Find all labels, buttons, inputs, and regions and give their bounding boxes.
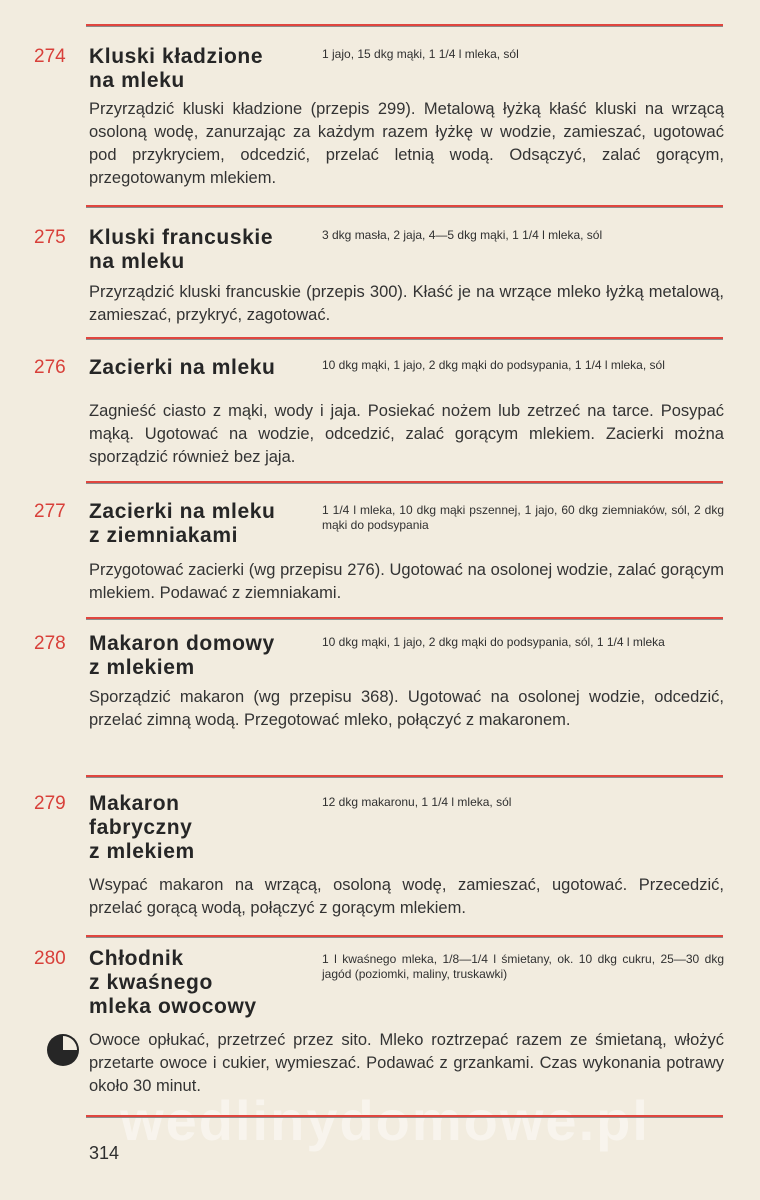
divider-rule [86, 337, 723, 339]
divider-rule [86, 24, 723, 26]
recipe-number: 277 [34, 501, 66, 522]
recipe-title [89, 632, 314, 680]
recipe-title [89, 226, 314, 274]
recipe-ingredients: 10 dkg mąki, 1 jajo, 2 dkg mąki do podsypania, sól, 1 1/4 l mleka [322, 635, 665, 649]
recipe-title-line: na mleku [89, 69, 185, 92]
divider-rule [86, 617, 723, 619]
recipe-title-line: mleka owocowy [89, 995, 257, 1018]
recipe-ingredients: 12 dkg makaronu, 1 1/4 l mleka, sól [322, 795, 512, 809]
recipe-title-line: z mlekiem [89, 840, 195, 863]
recipe-title-line: Kluski kładzione [89, 45, 264, 68]
recipe-title-line: na mleku [89, 250, 185, 273]
divider-rule [86, 935, 723, 937]
recipe-ingredients: 10 dkg mąki, 1 jajo, 2 dkg mąki do podsypania, 1 1/4 l mleka, sól [322, 358, 665, 372]
recipe-method: Przyrządzić kluski francuskie (przepis 300). Kłaść je na wrzące mleko łyżką metalową, zamieszać, przykryć, zagotować. [89, 283, 724, 324]
recipe-method: Zagnieść ciasto z mąki, wody i jaja. Posiekać nożem lub zetrzeć na tarce. Posypać mąką. Ugotować na wodzie, odcedzić, zalać gorącym mlekiem. Zacierki można sporządzić również bez jaja. [89, 402, 724, 466]
recipe-title-line: Zacierki na mleku [89, 356, 276, 379]
recipe-title-line: Makaron domowy [89, 632, 275, 655]
recipe-title-line: Makaron [89, 792, 180, 815]
recipe-ingredients: 1 1/4 l mleka, 10 dkg mąki pszennej, 1 jajo, 60 dkg ziemniaków, sól, 2 dkg mąki do podsypania [322, 503, 724, 532]
divider-rule [86, 775, 723, 777]
recipe-number: 274 [34, 46, 66, 67]
recipe-title-line: z kwaśnego [89, 971, 213, 994]
recipe-title-line: fabryczny [89, 816, 193, 839]
clock-icon [46, 1033, 80, 1067]
recipe-ingredients: 3 dkg masła, 2 jaja, 4—5 dkg mąki, 1 1/4 l mleka, sól [322, 228, 603, 242]
recipe-title-line: Zacierki na mleku [89, 500, 276, 523]
recipe-title [89, 45, 314, 93]
recipe-title-line: Kluski francuskie [89, 226, 274, 249]
recipe-method: Owoce opłukać, przetrzeć przez sito. Mleko roztrzepać razem ze śmietaną, włożyć przetarte owoce i cukier, wymieszać. Podawać z grzankami. Czas wykonania potrawy około 30 minut. [89, 1031, 724, 1095]
divider-rule [86, 205, 723, 207]
recipe-number: 276 [34, 357, 66, 378]
divider-rule [86, 1115, 723, 1117]
recipe-number: 275 [34, 227, 66, 248]
watermark: wedlinydomowe.pl [120, 1089, 650, 1152]
recipe-title [89, 500, 314, 548]
recipe-method: Sporządzić makaron (wg przepisu 368). Ugotować na osolonej wodzie, odcedzić, przelać zimną wodą. Przegotować mleko, połączyć z makaronem. [89, 688, 724, 729]
recipe-title-line: z mlekiem [89, 656, 195, 679]
page-number: 314 [89, 1143, 120, 1163]
recipe-title-line: Chłodnik [89, 947, 184, 970]
recipe-number: 278 [34, 633, 66, 654]
recipe-number: 280 [34, 948, 66, 969]
recipe-ingredients: 1 jajo, 15 dkg mąki, 1 1/4 l mleka, sól [322, 47, 519, 61]
recipe-title [89, 356, 314, 380]
recipe-title [89, 792, 314, 864]
divider-rule [86, 481, 723, 483]
recipe-method: Wsypać makaron na wrzącą, osoloną wodę, zamieszać, ugotować. Przecedzić, przelać gorącą wodą, połączyć z gorącym mlekiem. [89, 876, 724, 917]
recipe-method: Przyrządzić kluski kładzione (przepis 299). Metalową łyżką kłaść kluski na wrzącą osoloną wodę, zanurzając za każdym razem łyżkę w wodzie, zamieszać, ugotować pod przykryciem, odcedzić, przelać letnią wodą. Odsączyć, zalać gorącym, przegotowanym mlekiem. [89, 100, 724, 187]
recipe-title-line: z ziemniakami [89, 524, 239, 547]
recipe-title [89, 947, 314, 1019]
recipe-method: Przygotować zacierki (wg przepisu 276). Ugotować na osolonej wodzie, zalać gorącym mlekiem. Podawać z ziemniakami. [89, 561, 724, 602]
recipe-number: 279 [34, 793, 66, 814]
recipe-ingredients: 1 l kwaśnego mleka, 1/8—1/4 l śmietany, ok. 10 dkg cukru, 25—30 dkg jagód (poziomki, maliny, truskawki) [322, 952, 724, 981]
